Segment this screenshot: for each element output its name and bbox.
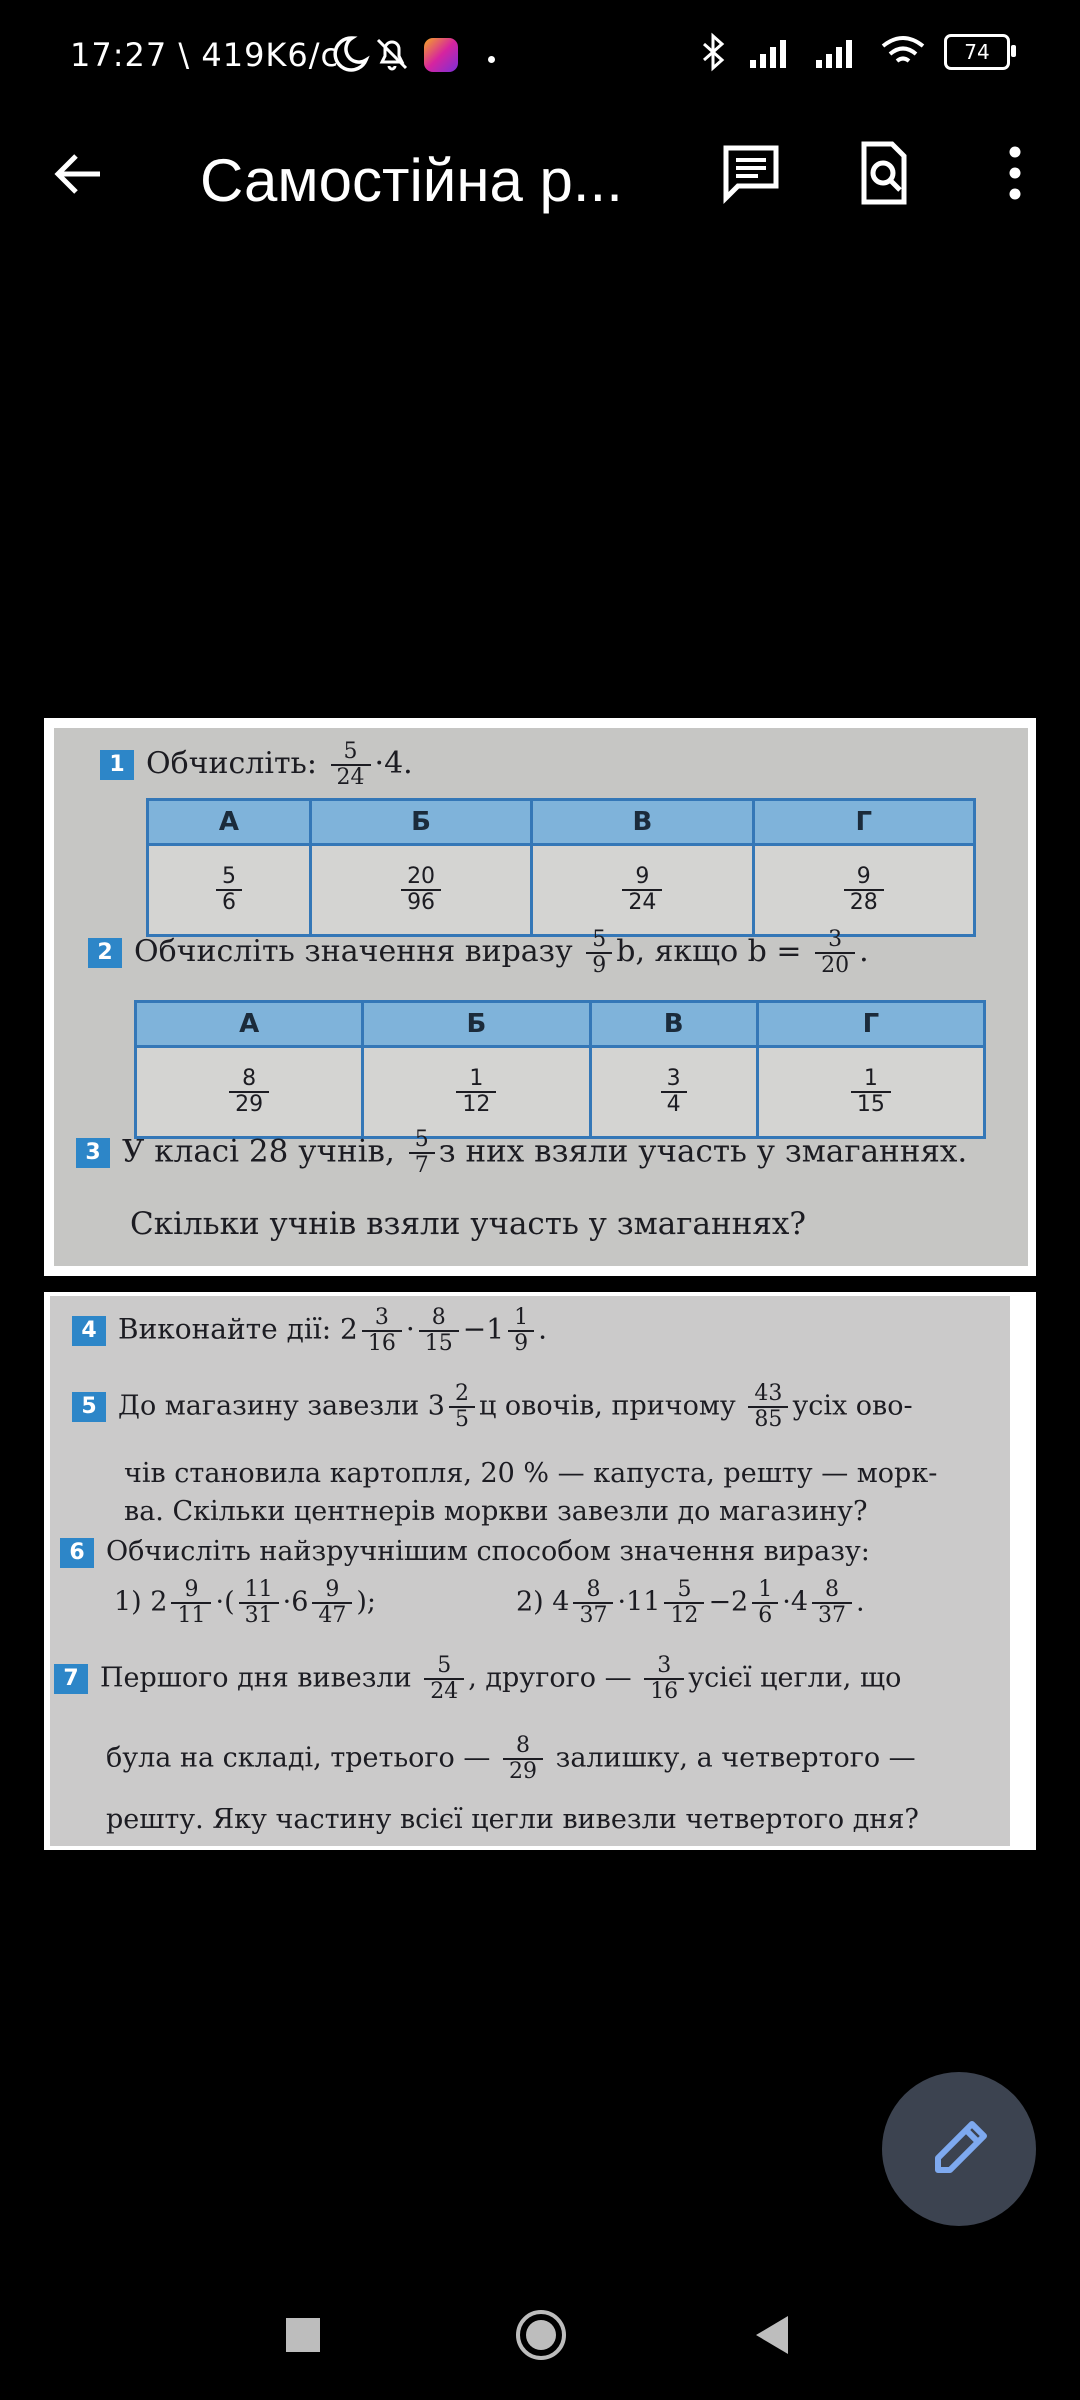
battery-level: 74 (964, 40, 990, 64)
task-text: усієї цегли, що (688, 1662, 902, 1694)
numerator: 5 (664, 1578, 704, 1604)
back-arrow-icon[interactable] (48, 144, 108, 204)
fraction (503, 1734, 543, 1784)
fraction (171, 1578, 211, 1628)
task-5 (72, 1382, 913, 1432)
numerator: 1 (851, 1067, 891, 1093)
numerator: 2 (449, 1382, 475, 1408)
numerator: 5 (331, 740, 371, 766)
option-header: Г (757, 1002, 984, 1047)
denominator: 9 (514, 1331, 529, 1357)
task-text: залишку, а четвертого — (555, 1742, 916, 1774)
task-2 (88, 928, 869, 978)
task-text: усіх ово- (792, 1390, 913, 1422)
task-text: · (405, 1312, 415, 1346)
task-7-line-3: решту. Яку частину всієї цегли вивезли четвертого дня? (106, 1804, 919, 1835)
fraction (748, 1382, 788, 1432)
task-number: 1 (100, 750, 134, 780)
denominator: 4 (666, 1092, 681, 1117)
option-cell (753, 845, 974, 936)
fraction (419, 1306, 459, 1356)
task-text: ·11 (617, 1586, 661, 1618)
task-text: У класі 28 учнів, (122, 1133, 395, 1170)
denominator: 6 (221, 890, 236, 915)
task-number: 7 (54, 1664, 88, 1694)
denominator: 85 (754, 1407, 783, 1433)
edit-button[interactable] (882, 2072, 1036, 2226)
task-text: з них взяли участь у змаганнях. (438, 1133, 968, 1170)
denominator: 15 (424, 1331, 453, 1357)
numerator: 11 (239, 1578, 279, 1604)
fraction (573, 1578, 613, 1628)
fraction (664, 1578, 704, 1628)
denominator: 5 (454, 1407, 469, 1433)
option-cell (590, 1047, 757, 1138)
task-text: ·6 (282, 1586, 309, 1618)
option-header: Б (310, 800, 531, 845)
numerator: 8 (573, 1578, 613, 1604)
fraction (362, 1306, 402, 1356)
fraction (815, 928, 855, 978)
fraction (424, 1654, 464, 1704)
task-text: Обчисліть значення виразу (134, 934, 573, 970)
option-cell (363, 1047, 590, 1138)
task-text: була на складі, третього — (106, 1742, 491, 1774)
task-3-line-2: Скільки учнів взяли участь у змаганнях? (130, 1206, 806, 1242)
denominator: 16 (650, 1679, 679, 1705)
denominator: 24 (628, 890, 657, 915)
denominator: 24 (430, 1679, 459, 1705)
task-text: −1 (462, 1312, 505, 1346)
numerator: 1 (456, 1067, 496, 1093)
wifi-icon (880, 34, 926, 70)
task-number: 4 (72, 1316, 106, 1346)
recent-apps-button[interactable] (286, 2318, 320, 2352)
numerator: 8 (503, 1734, 543, 1760)
task-7-line-2 (106, 1734, 916, 1784)
task-3 (76, 1128, 967, 1178)
task-text: До магазину завезли 3 (118, 1390, 445, 1422)
task-number: 2 (88, 938, 122, 968)
task-1 (100, 740, 413, 790)
numerator: 43 (748, 1382, 788, 1408)
signal-icon-2 (814, 34, 862, 70)
numerator: 9 (844, 865, 884, 891)
status-bar (0, 0, 1080, 120)
task-text: ·4 (782, 1586, 809, 1618)
home-button[interactable] (514, 2308, 568, 2362)
fraction (312, 1578, 352, 1628)
fraction (331, 740, 371, 790)
task-text: . (859, 934, 869, 970)
more-vert-icon[interactable] (980, 138, 1050, 208)
numerator: 20 (401, 865, 441, 891)
task-6-part-1 (114, 1578, 376, 1628)
option-cell (310, 845, 531, 936)
denominator: 28 (849, 890, 878, 915)
numerator: 3 (815, 928, 855, 954)
option-cell (136, 1047, 363, 1138)
option-header: Г (753, 800, 974, 845)
fraction (644, 1654, 684, 1704)
task-text: ·4. (374, 746, 413, 782)
task-number: 3 (76, 1138, 110, 1168)
numerator: 1 (752, 1578, 778, 1604)
status-time: 17:27 \ 419K6/c (70, 36, 340, 74)
signal-icon (748, 34, 796, 70)
numerator: 5 (216, 865, 242, 891)
denominator: 37 (818, 1603, 847, 1629)
denominator: 20 (821, 953, 850, 979)
denominator: 29 (235, 1092, 264, 1117)
textbook-page-bottom (50, 1296, 1010, 1846)
denominator: 12 (462, 1092, 491, 1117)
numerator: 9 (622, 865, 662, 891)
denominator: 29 (509, 1759, 537, 1785)
task-5-line-3: ва. Скільки центнерів моркви завезли до магазину? (124, 1496, 868, 1527)
task-text: Обчисліть найзручнішим способом значення виразу: (106, 1536, 870, 1567)
battery-icon (944, 34, 1010, 70)
task-text: ·( (215, 1586, 235, 1618)
task-text: 1) 2 (114, 1586, 168, 1618)
denominator: 16 (367, 1331, 396, 1357)
moon-icon (328, 34, 370, 72)
bell-off-icon (372, 34, 412, 74)
option-cell (757, 1047, 984, 1138)
numerator: 8 (229, 1067, 269, 1093)
denominator: 15 (856, 1092, 885, 1117)
fraction (508, 1306, 534, 1356)
comments-icon[interactable] (716, 138, 786, 208)
numerator: 5 (586, 928, 612, 954)
fraction (239, 1578, 279, 1628)
photo-top (44, 718, 1036, 1276)
option-cell (148, 845, 311, 936)
photo-bottom (44, 1292, 1036, 1850)
numerator: 1 (508, 1306, 534, 1332)
denominator: 9 (592, 953, 607, 979)
fraction (586, 928, 612, 978)
denominator: 7 (414, 1153, 429, 1179)
page-title: Самостійна р... (200, 147, 623, 214)
task-text: Першого дня вивезли (100, 1662, 412, 1694)
denominator: 12 (670, 1603, 699, 1629)
denominator: 31 (244, 1603, 273, 1629)
denominator: 47 (318, 1603, 347, 1629)
fraction (409, 1128, 435, 1178)
task-4 (72, 1306, 547, 1356)
task-text: −2 (708, 1586, 749, 1618)
fraction (812, 1578, 852, 1628)
numerator: 8 (812, 1578, 852, 1604)
option-header: А (136, 1002, 363, 1047)
numerator: 9 (171, 1578, 211, 1604)
answer-table-1 (146, 798, 976, 937)
numerator: 3 (644, 1654, 684, 1680)
task-text: b, якщо b = (616, 934, 802, 970)
instagram-icon (424, 38, 458, 72)
task-6 (60, 1536, 870, 1568)
task-text: 2) 4 (516, 1586, 570, 1618)
task-text: ); (356, 1586, 377, 1618)
option-header: В (532, 800, 753, 845)
option-header: Б (363, 1002, 590, 1047)
numerator: 3 (661, 1067, 687, 1093)
task-6-part-2 (516, 1578, 865, 1628)
denominator: 37 (579, 1603, 608, 1629)
option-cell (532, 845, 753, 936)
find-in-page-icon[interactable] (848, 138, 918, 208)
fraction (449, 1382, 475, 1432)
numerator: 5 (409, 1128, 435, 1154)
notification-dot-icon (488, 56, 495, 63)
option-header: А (148, 800, 311, 845)
app-bar (0, 120, 1080, 260)
task-text: . (856, 1586, 865, 1618)
pencil-icon (882, 2072, 1036, 2226)
task-number: 5 (72, 1392, 106, 1422)
task-text: Обчисліть: (146, 746, 317, 782)
numerator: 5 (424, 1654, 464, 1680)
numerator: 3 (362, 1306, 402, 1332)
denominator: 11 (177, 1603, 206, 1629)
denominator: 6 (758, 1603, 773, 1629)
task-7 (54, 1654, 901, 1704)
task-text: Виконайте дії: 2 (118, 1312, 358, 1346)
numerator: 8 (419, 1306, 459, 1332)
back-nav-button[interactable] (752, 2314, 792, 2356)
textbook-page-top (54, 728, 1028, 1266)
denominator: 96 (407, 890, 436, 915)
fraction (752, 1578, 778, 1628)
task-5-line-2: чів становила картопля, 20 % — капуста, решту — морк- (124, 1458, 938, 1489)
task-number: 6 (60, 1538, 94, 1568)
task-text: . (538, 1312, 547, 1346)
denominator: 24 (336, 765, 365, 791)
answer-table-2 (134, 1000, 986, 1139)
bluetooth-icon (696, 32, 730, 72)
option-header: В (590, 1002, 757, 1047)
task-text: , другого — (468, 1662, 632, 1694)
numerator: 9 (312, 1578, 352, 1604)
task-text: ц овочів, причому (478, 1390, 736, 1422)
